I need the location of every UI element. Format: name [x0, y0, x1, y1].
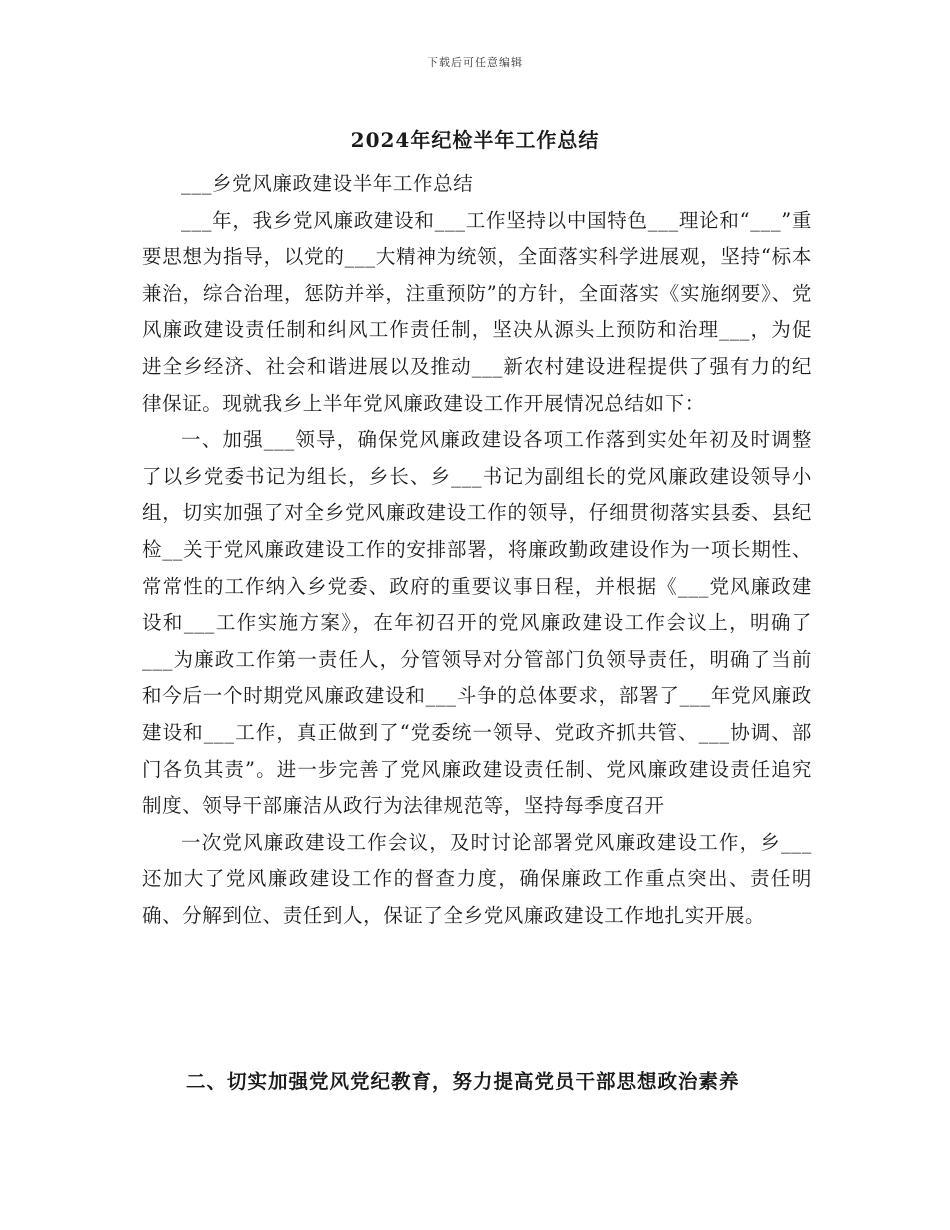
section-one-continued-paragraph: 一次党风廉政建设工作会议，及时讨论部署党风廉政建设工作，乡___还加大了党风廉政建设工作的督查力度，确保廉政工作重点突出、责任明确、分解到位、责任到人，保证了全乡党风廉政建设工作地扎实开展。 [142, 830, 812, 927]
intro-paragraph: ___年，我乡党风廉政建设和___工作坚持以中国特色___理论和“___”重要思想为指导，以党的___大精神为统领，全面落实科学进展观，坚持“标本兼治，综合治理，惩防并举，注重预防”的方针，全面落实《实施纲要》、党风廉政建设责任制和纠风工作责任制，坚决从源头上预防和治理___，为促进全乡经济、社会和谐进展以及推动___新农村建设进程提供了强有力的纪律保证。现就我乡上半年党风廉政建设工作开展情况总结如下： [142, 208, 812, 415]
subtitle-paragraph: ___乡党风廉政建设半年工作总结 [181, 172, 474, 195]
header-note: 下载后可任意编辑 [427, 56, 523, 69]
section-one-paragraph: 一、加强___领导，确保党风廉政建设各项工作落到实处年初及时调整了以乡党委书记为组长，乡长、乡___书记为副组长的党风廉政建设领导小组，切实加强了对全乡党风廉政建设工作的领导，仔细贯彻落实县委、县纪检__关于党风廉政建设工作的安排部署，将廉政勤政建设作为一项长期性、常常性的工作纳入乡党委、政府的重要议事日程，并根据《___党风廉政建设和___工作实施方案》，在年初召开的党风廉政建设工作会议上，明确了___为廉政工作第一责任人，分管领导对分管部门负领导责任，明确了当前和今后一个时期党风廉政建设和___斗争的总体要求，部署了___年党风廉政建设和___工作，真正做到了“党委统一领导、党政齐抓共管、___协调、部门各负其责”。进一步完善了党风廉政建设责任制、党风廉政建设责任追究制度、领导干部廉洁从政行为法律规范等，坚持每季度召开 [142, 428, 812, 818]
section-two-heading: 二、切实加强党风党纪教育，努力提高党员干部思想政治素养 [186, 1070, 740, 1093]
document-body [142, 166, 812, 934]
document-title: 2024年纪检半年工作总结 [350, 128, 600, 152]
